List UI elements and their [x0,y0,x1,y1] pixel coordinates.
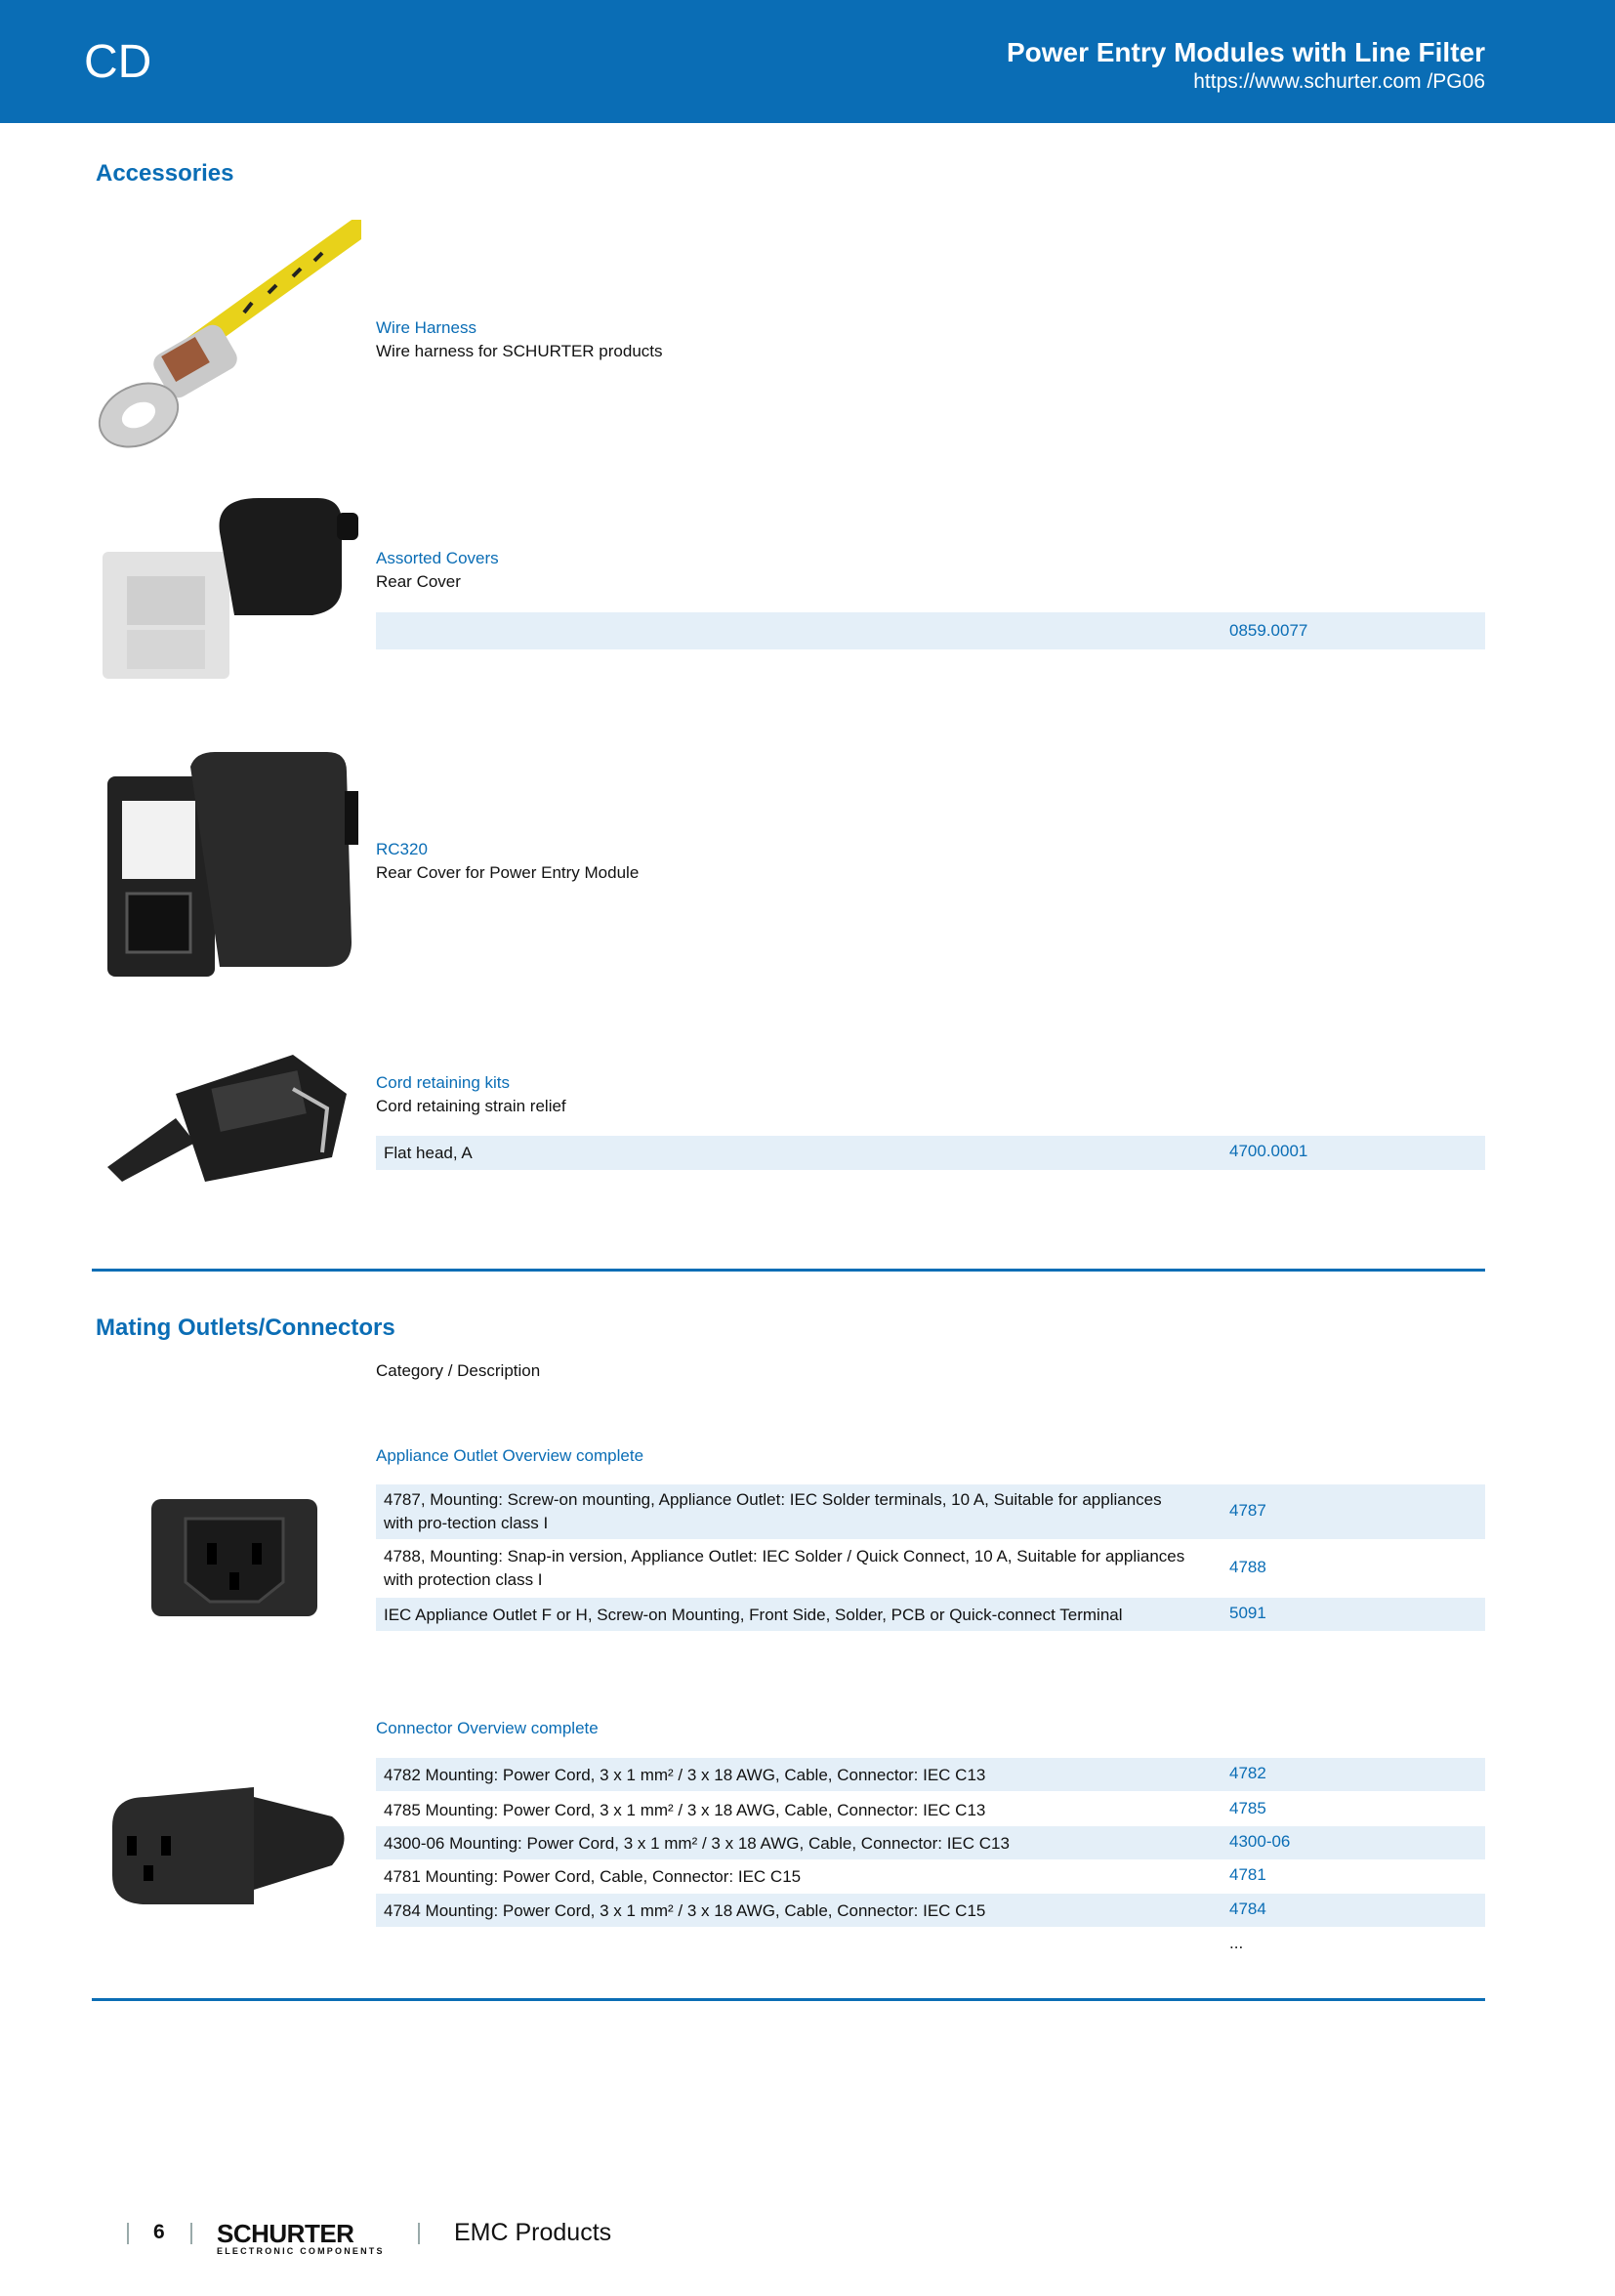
row-description: 4787, Mounting: Screw-on mounting, Appliance Outlet: IEC Solder terminals, 10 A, Suitable for appliances with pro-tection class I [384,1490,1162,1532]
row-description: 4784 Mounting: Power Cord, 3 x 1 mm² / 3 x 18 AWG, Cable, Connector: IEC C15 [384,1901,986,1920]
table-row [376,1859,1485,1893]
schurter-logo-subtitle: ELECTRONIC COMPONENTS [217,2246,385,2256]
row-description: 4785 Mounting: Power Cord, 3 x 1 mm² / 3 x 18 AWG, Cable, Connector: IEC C13 [384,1801,986,1819]
product-desc-assorted-covers: Rear Cover [376,572,461,591]
catalog-code: CD [84,36,152,88]
row-part-number-link[interactable]: 4781 [1229,1865,1266,1884]
row-description: IEC Appliance Outlet F or H, Screw-on Mounting, Front Side, Solder, PCB or Quick-connect Terminal [384,1606,1123,1624]
rc320-image [103,747,361,981]
connector-image [107,1768,361,1914]
mating-outlets-heading: Mating Outlets/Connectors [96,1315,395,1341]
product-name-cord-retaining-kits[interactable]: Cord retaining kits [376,1073,511,1092]
row-description: 4781 Mounting: Power Cord, Cable, Connector: IEC C15 [384,1867,802,1886]
more-items-ellipsis: ... [1229,1934,1244,1952]
row-description: 4300-06 Mounting: Power Cord, 3 x 1 mm² / 3 x 18 AWG, Cable, Connector: IEC C13 [384,1834,1010,1853]
row-part-number-link[interactable]: 4787 [1229,1501,1266,1520]
table-row [376,1826,1485,1859]
table-row [376,612,1485,649]
row-part-number-link[interactable]: 5091 [1229,1604,1266,1622]
row-part-number-link[interactable]: 4782 [1229,1764,1266,1782]
table-row [376,1894,1485,1927]
page-number: 6 [153,2221,165,2243]
page-footer [0,2219,1615,2258]
row-description: 4782 Mounting: Power Cord, 3 x 1 mm² / 3 x 18 AWG, Cable, Connector: IEC C13 [384,1766,986,1784]
row-part-number-link[interactable]: 4300-06 [1229,1832,1291,1851]
wire-harness-image [98,220,361,464]
assorted-covers-image [98,493,361,689]
table-row [376,1758,1485,1791]
accessories-heading: Accessories [96,160,234,187]
table-row [376,1484,1485,1539]
page-url-link[interactable]: https://www.schurter.com /PG06 [1193,70,1485,93]
connector-overview-link[interactable]: Connector Overview complete [376,1719,599,1737]
category-description-header: Category / Description [376,1361,541,1380]
section-divider [92,1269,1485,1272]
row-part-number-link[interactable]: 4700.0001 [1229,1142,1308,1160]
page-header [0,0,1615,123]
table-row [376,1598,1485,1631]
cord-retaining-kit-image [98,1050,361,1191]
footer-separator [190,2223,192,2244]
product-name-wire-harness[interactable]: Wire Harness [376,318,476,337]
row-part-number-link[interactable]: 4784 [1229,1899,1266,1918]
row-part-number-link[interactable]: 4785 [1229,1799,1266,1817]
row-description: 4788, Mounting: Snap-in version, Appliance Outlet: IEC Solder / Quick Connect, 10 A, Suitable for appliances with protection class I [384,1547,1185,1589]
row-part-number-link[interactable]: 0859.0077 [1229,621,1308,640]
table-row [376,1136,1485,1170]
schurter-logo: SCHURTER [217,2219,354,2248]
row-description: Flat head, A [384,1144,473,1162]
product-name-assorted-covers[interactable]: Assorted Covers [376,549,499,567]
product-desc-wire-harness: Wire harness for SCHURTER products [376,342,663,360]
footer-product-label: EMC Products [454,2219,612,2246]
footer-separator [127,2223,129,2244]
row-part-number-link[interactable]: 4788 [1229,1558,1266,1576]
product-name-rc320[interactable]: RC320 [376,840,428,858]
page-title: Power Entry Modules with Line Filter [1006,37,1485,67]
footer-separator [418,2223,420,2244]
appliance-outlet-image [146,1489,322,1626]
product-desc-cord-retaining-kits: Cord retaining strain relief [376,1097,566,1115]
section-divider [92,1998,1485,2001]
table-row [376,1793,1485,1826]
appliance-outlet-overview-link[interactable]: Appliance Outlet Overview complete [376,1446,644,1465]
table-row [376,1541,1485,1596]
product-desc-rc320: Rear Cover for Power Entry Module [376,863,640,882]
